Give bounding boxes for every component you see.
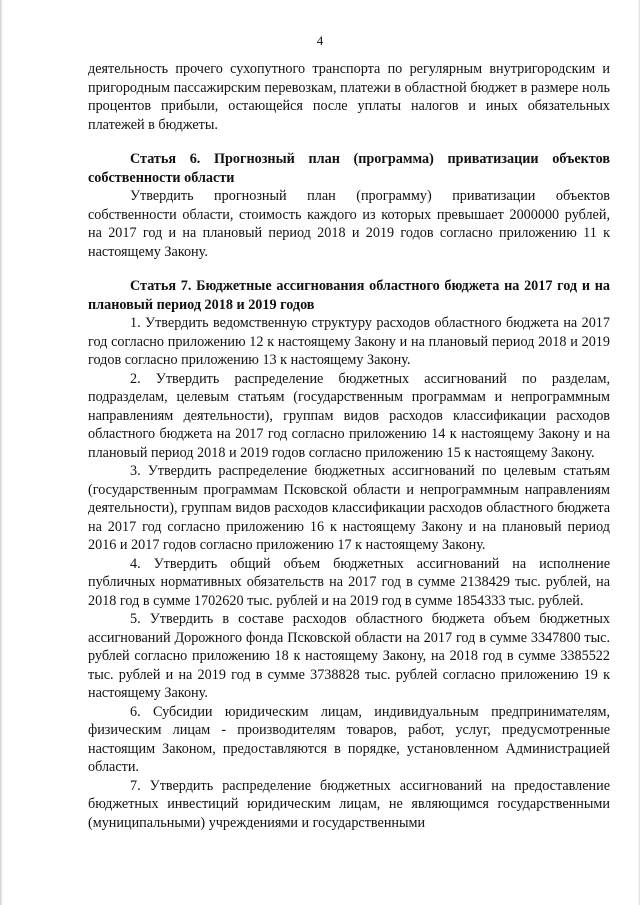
article-6-text: Утвердить прогнозный план (программу) приватизации объектов собственности области, стоимость каждого из которых превышает 2000000 рублей, на 2017 год и на плановый период 2018 и 2019 годов согласно приложению 11 к настоящему Закону. — [88, 188, 610, 260]
document-body — [88, 60, 610, 832]
article-7-item-2: 2. Утвердить распределение бюджетных ассигнований по разделам, подразделам, целевым статьям (государственным программам и непрограммным направлениям деятельности), группам видов расходов классификации расходов областного бюджета на 2017 год согласно приложению 14 к настоящему Закону и на плановый период 2018 и 2019 годов согласно приложению 15 к настоящему Закону. — [88, 370, 610, 461]
page-number: 4 — [316, 33, 324, 48]
article-7-item-6: 6. Субсидии юридическим лицам, индивидуальным предпринимателям, физическим лицам - производителям товаров, работ, услуг, предусмотренные настоящим Законом, предоставляются в порядке, установленном Администрацией области. — [88, 703, 610, 775]
intro-paragraph: деятельность прочего сухопутного транспорта по регулярным внутригородским и пригородным пассажирским перевозкам, платежи в областной бюджет в размере ноль процентов прибыли, остающейся после уплаты налогов и иных обязательных платежей в бюджеты. — [88, 61, 610, 133]
scan-left-edge — [0, 0, 3, 905]
article-7-item-4: 4. Утвердить общий объем бюджетных ассигнований на исполнение публичных нормативных обязательств на 2017 год в сумме 2138429 тыс. рублей, на 2018 год в сумме 1702620 тыс. рублей и на 2019 год в сумме 1854333 тыс. рублей. — [88, 555, 610, 609]
article-7-item-3: 3. Утвердить распределение бюджетных ассигнований по целевым статьям (государственным программам Псковской области и непрограммным направлениям деятельности), группам видов расходов классификации расходов областного бюджета на 2017 год согласно приложению 16 к настоящему Закону и на плановый период 2016 и 2017 годов согласно приложению 17 к настоящему Закону. — [88, 463, 610, 553]
article-7-item-1: 1. Утвердить ведомственную структуру расходов областного бюджета на 2017 год согласно приложению 12 к настоящему Закону и на плановый период 2018 и 2019 годов согласно приложению 13 к настоящему Закону. — [88, 315, 610, 368]
article-7-heading: Статья 7. Бюджетные ассигнования областного бюджета на 2017 год и на плановый период 2018 и 2019 годов — [88, 278, 610, 313]
article-7-item-5: 5. Утвердить в составе расходов областного бюджета объем бюджетных ассигнований Дорожного фонда Псковской области на 2017 год в сумме 3347800 тыс. рублей согласно приложению 18 к настоящему Закону, на 2018 год в сумме 3385522 тыс. рублей и на 2019 год в сумме 3738828 тыс. рублей согласно приложению 19 к настоящему Закону. — [88, 611, 610, 701]
article-7-item-7: 7. Утвердить распределение бюджетных ассигнований на предоставление бюджетных инвестиций юридическим лицам, не являющимся государственными (муниципальными) учреждениями и государственными — [88, 777, 610, 831]
article-6-heading: Статья 6. Прогнозный план (программа) приватизации объектов собственности области — [88, 151, 610, 186]
